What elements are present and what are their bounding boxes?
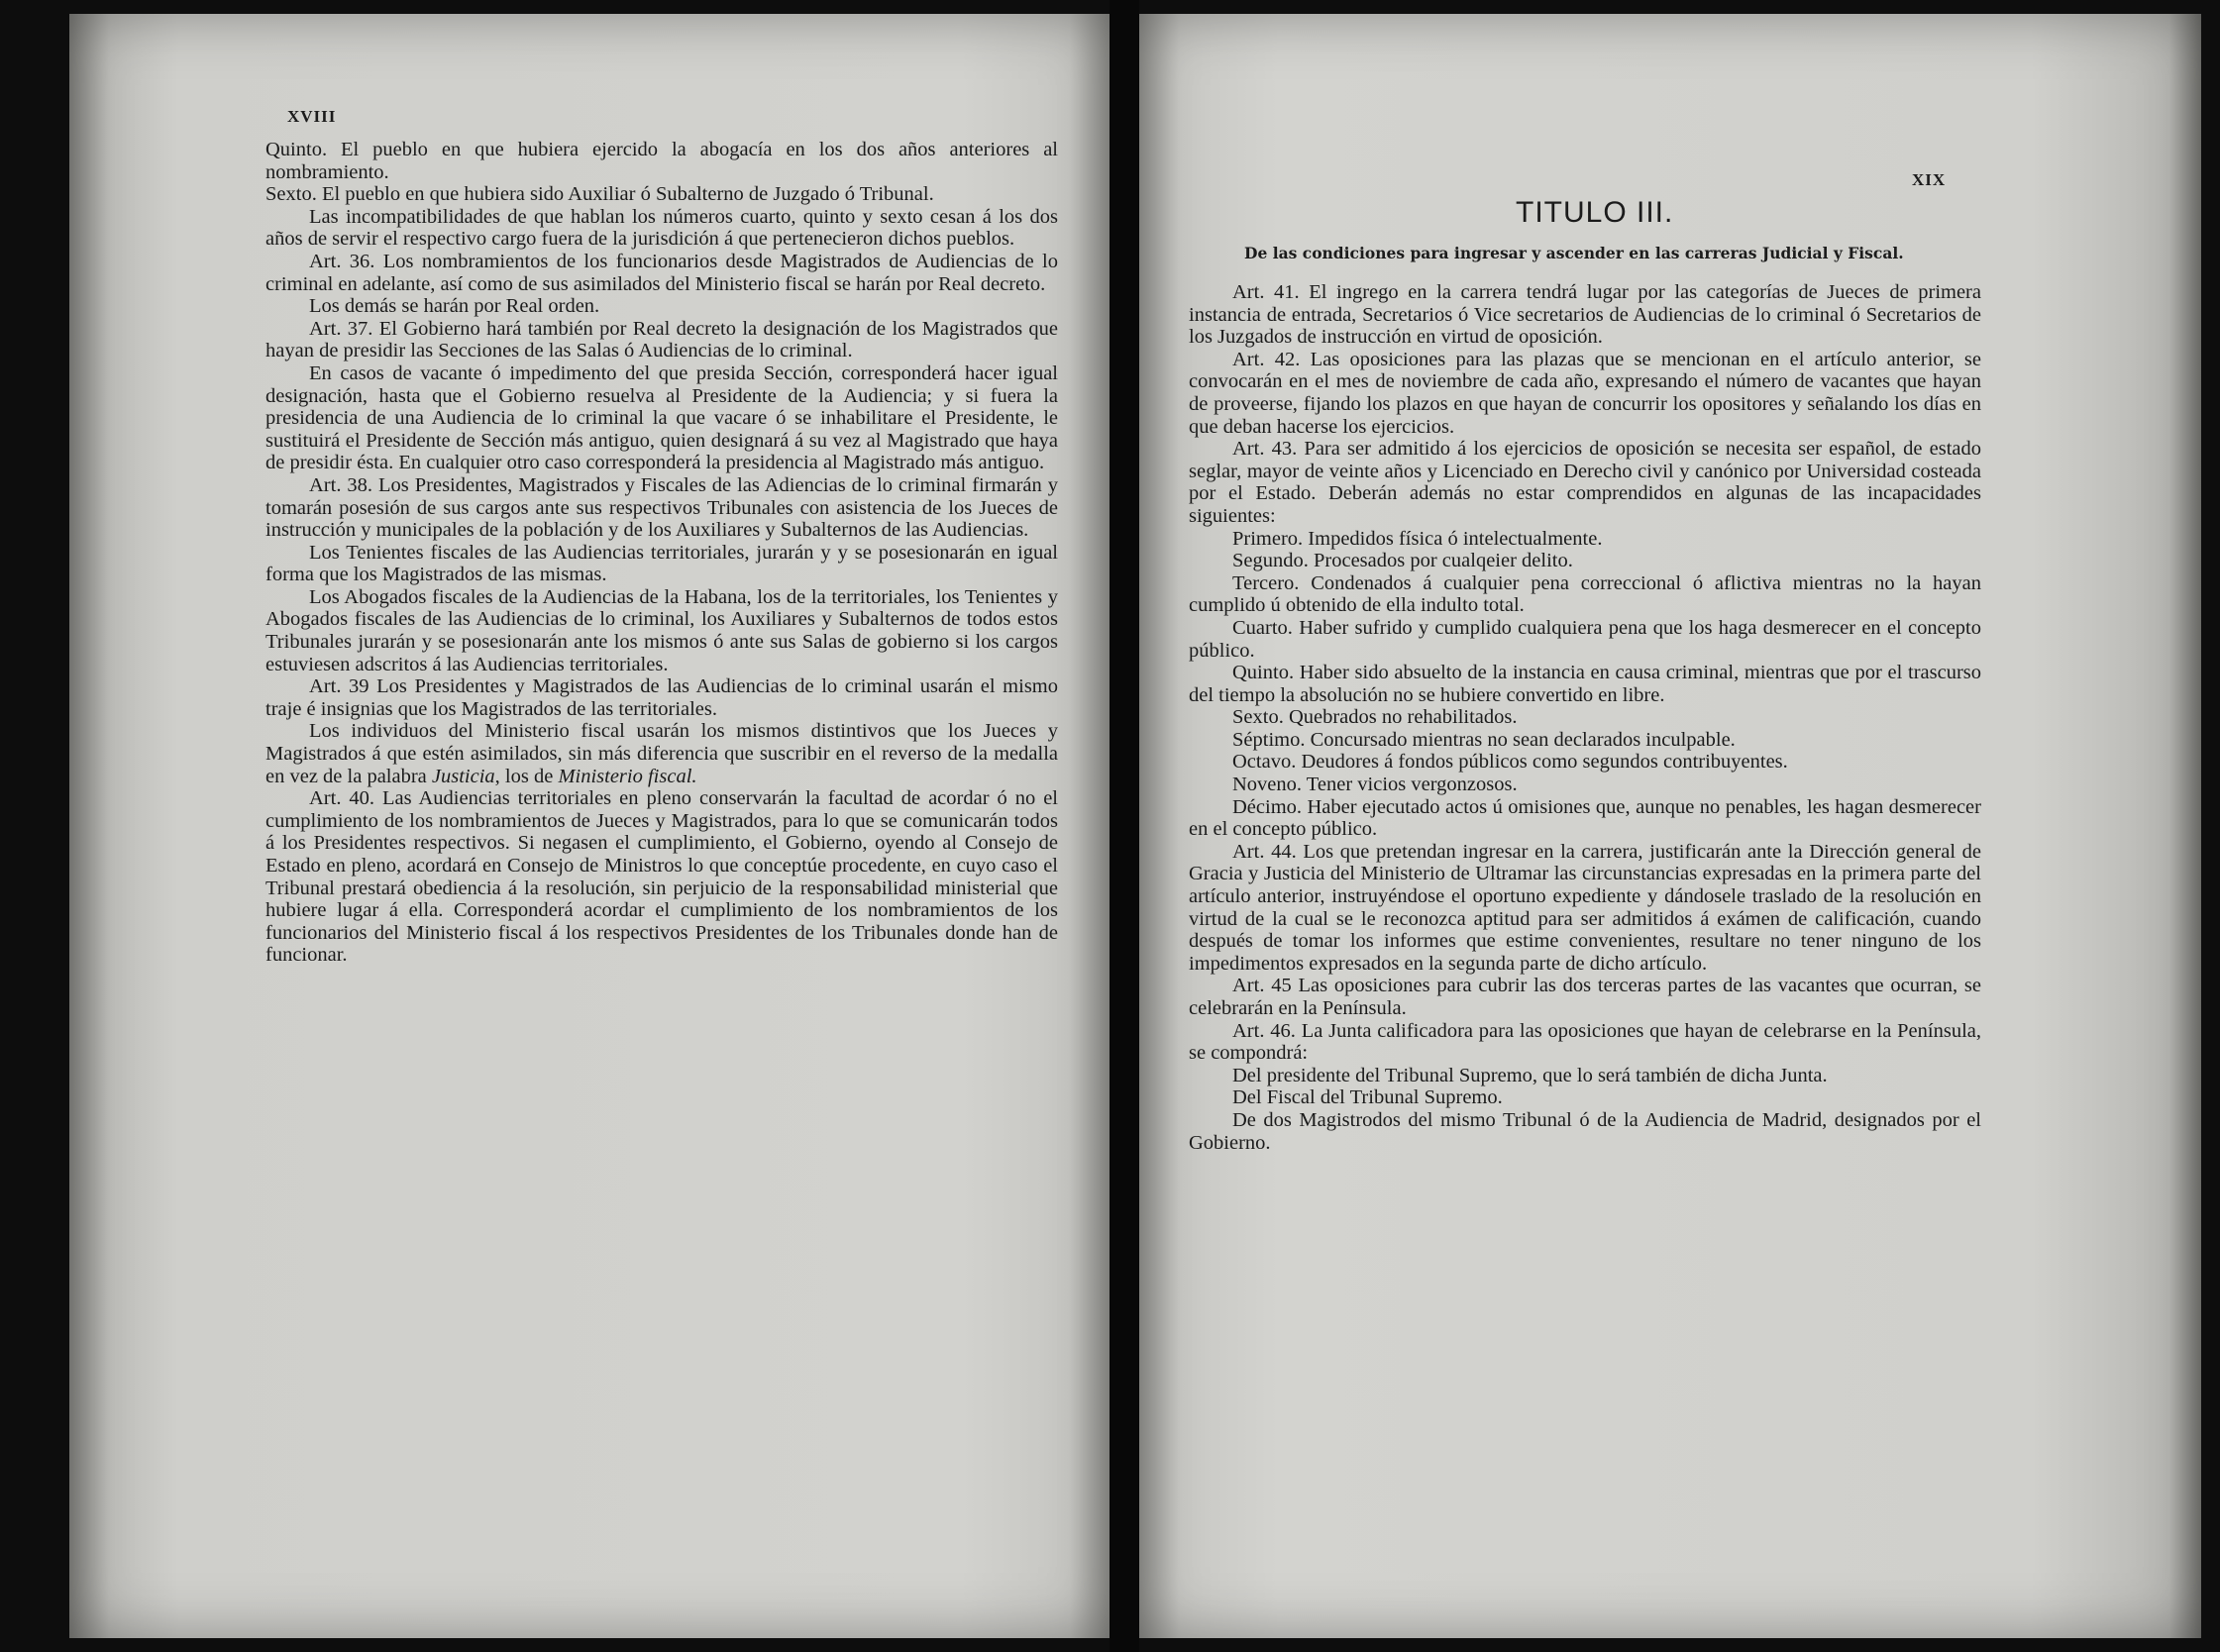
list-item: Octavo. Deudores á fondos públicos como segundos contribuyentes. <box>1232 751 1788 774</box>
paragraph-text: , los de <box>494 765 559 787</box>
paragraph: Art. 45 Las oposiciones para cubrir las dos terceras partes de las vacantes que ocurran, se celebrarán en la Península. <box>1189 975 1981 1019</box>
right-page-text <box>1189 281 1981 1154</box>
paragraph-ministerio <box>265 720 1058 787</box>
left-page-number: XVIII <box>287 107 337 126</box>
list-item: Primero. Impedidos física ó intelectualmente. <box>1232 527 1603 550</box>
paragraph: Art. 46. La Junta calificadora para las oposiciones que hayan de celebrarse en la Península, se compondrá: <box>1189 1019 1981 1065</box>
list-item: Tercero. Condenados á cualquier pena correccional ó aflictiva mientras no la hayan cumplido ú obtenido de ella indulto total. <box>1189 571 1981 617</box>
italic-word: Justicia <box>431 765 495 787</box>
list-item: Noveno. Tener vicios vergonzosos. <box>1232 774 1518 796</box>
paragraph: Art. 43. Para ser admitido á los ejercicios de oposición se necesita ser español, de estado seglar, mayor de veinte años y Licenciado en Derecho civil y canónico por Universidad costeada por el Estado. Deberán además no estar comprendidos en algunas de las incapacidades siguientes: <box>1189 438 1981 527</box>
paragraph-text: Los individuos del Ministerio fiscal usarán los mismos distintivos que los Jueces y Magistrados á que estén asimilados, sin más diferencia que suscribir en el reverso de la medalla en vez de la palabra <box>265 720 1058 787</box>
list-item: Quinto. Haber sido absuelto de la instancia en causa criminal, mientras que por el trascurso del tiempo la absolución no se hubiere convertido en libre. <box>1189 662 1981 706</box>
paragraph: Art. 36. Los nombramientos de los funcionarios desde Magistrados de Audiencias de lo criminal en adelante, así como de sus asimilados del Ministerio fiscal se harán por Real decreto. <box>265 250 1058 295</box>
paragraph: Art. 38. Los Presidentes, Magistrados y Fiscales de las Adiencias de lo criminal firmarán y tomarán posesión de sus cargos ante sus respectivos Tribunales con asistencia de los Jueces de instrucción y municipales de la población y de los Auxiliares y Subalternos de las Audiencias. <box>265 473 1058 542</box>
paragraph: Art. 41. El ingrego en la carrera tendrá lugar por las categorías de Jueces de primera instancia de entrada, Secretarios ó Vice secretarios de Audiencias de lo criminal ó Secretarios de los Juzgados de instrucción en virtud de oposición. <box>1189 281 1981 349</box>
right-page-number: XIX <box>1912 170 1947 189</box>
paragraph: Art. 44. Los que pretendan ingresar en la carrera, justificarán ante la Dirección general de Gracia y Justicia del Ministerio de Ultramar las circunstancias expresadas en la primera parte del artículo anterior, instruyéndose el oportuno expediente y dándosele traslado de la resolución en virtud de la cual se le reconozca aptitud para ser admitidos á exámen de calificación, cuando después de tomar los informes que estime convenientes, resultare no tener ninguno de los impedimentos expresados en la segunda parte de dicho artículo. <box>1189 840 1981 975</box>
paragraph: Las incompatibilidades de que hablan los números cuarto, quinto y sexto cesan á los dos años de servir el respectivo cargo fuera de la jurisdición á que pertenecieron dichos pueblos. <box>265 205 1058 251</box>
list-item: Séptimo. Concursado mientras no sean declarados inculpable. <box>1232 728 1736 751</box>
left-page-text <box>265 139 1058 967</box>
book-gutter <box>1110 0 1139 1652</box>
list-item: Del Fiscal del Tribunal Supremo. <box>1232 1086 1503 1109</box>
paragraph: Quinto. El pueblo en que hubiera ejercido la abogacía en los dos años anteriores al nombramiento. <box>265 139 1058 183</box>
paragraph: Art. 40. Las Audiencias territoriales en pleno conservarán la facultad de acordar ó no el cumplimiento de los nombramientos de Jueces y Magistrados, para lo que se comunicarán todos á los Presidentes respectivos. Si negasen el cumplimiento, el Gobierno, oyendo al Consejo de Estado en pleno, acordará en Consejo de Ministros lo que conceptúe procedente, en cuyo caso el Tribunal prestará obediencia á la resolución, sin perjuicio de la responsabilidad ministerial que hubiere lugar á ella. Corresponderá acordar el cumplimiento de los nombramientos de los funcionarios del Ministerio fiscal á los respectivos Presidentes de los Tribunales donde han de funcionar. <box>265 787 1058 967</box>
paragraph: En casos de vacante ó impedimento del que presida Sección, corresponderá hacer igual designación, hasta que el Gobierno resuelva al Presidente de la Audiencia; y si fuera la presidencia de una Audiencia de lo criminal la que vacare ó se inhabilitare el Presidente, le sustituirá el Presidente de Sección más antiguo, quien designará á su vez al Magistrado que haya de presidir ésta. En cualquier otro caso corresponderá la presidencia al Magistrado más antiguo. <box>265 361 1058 474</box>
paragraph: Los Tenientes fiscales de las Audiencias territoriales, jurarán y y se posesionarán en igual forma que los Magistrados de las mismas. <box>265 541 1058 586</box>
list-item: De dos Magistrodos del mismo Tribunal ó de la Audiencia de Madrid, designados por el Gobierno. <box>1189 1108 1981 1154</box>
paragraph: Los Abogados fiscales de la Audiencias de la Habana, los de la territoriales, los Tenientes y Abogados fiscales de las Audiencias de lo criminal, los Auxiliares y Subalternos de todos estos Tribunales jurarán y se posesionarán ante los mismos ó ante sus Salas de gobierno si los cargos estuviesen adscritos á las Audiencias territoriales. <box>265 585 1058 675</box>
list-item: Del presidente del Tribunal Supremo, que lo será también de dicha Junta. <box>1232 1064 1828 1086</box>
list-item: Décimo. Haber ejecutado actos ú omisiones que, aunque no penables, les hagan desmerecer en el concepto público. <box>1189 795 1981 841</box>
list-item: Segundo. Procesados por cualqeier delito. <box>1232 550 1573 572</box>
paragraph: Sexto. El pueblo en que hubiera sido Auxiliar ó Subalterno de Juzgado ó Tribunal. <box>265 183 934 206</box>
italic-phrase: Ministerio fiscal. <box>558 765 697 787</box>
list-item: Cuarto. Haber sufrido y cumplido cualquiera pena que los haga desmerecer en el concepto público. <box>1189 616 1981 662</box>
paragraph: Art. 39 Los Presidentes y Magistrados de las Audiencias de lo criminal usarán el mismo traje é insignias que los Magistrados de las territoriales. <box>265 675 1058 720</box>
section-subtitle: De las condiciones para ingresar y ascender en las carreras Judicial y Fiscal. <box>1244 244 1904 262</box>
list-item: Sexto. Quebrados no rehabilitados. <box>1232 706 1518 729</box>
section-title: TITULO III. <box>1516 196 1674 229</box>
paragraph: Los demás se harán por Real orden. <box>309 295 600 318</box>
paragraph: Art. 37. El Gobierno hará también por Real decreto la designación de los Magistrados que hayan de presidir las Secciones de las Salas ó Audiencias de lo criminal. <box>265 317 1058 362</box>
paragraph: Art. 42. Las oposiciones para las plazas que se mencionan en el artículo anterior, se convocarán en el mes de noviembre de cada año, expresando el número de vacantes que hayan de proveerse, fijando los plazos en que hayan de concurrir los opositores y señalando los días en que deban hacerse los ejercicios. <box>1189 348 1981 438</box>
